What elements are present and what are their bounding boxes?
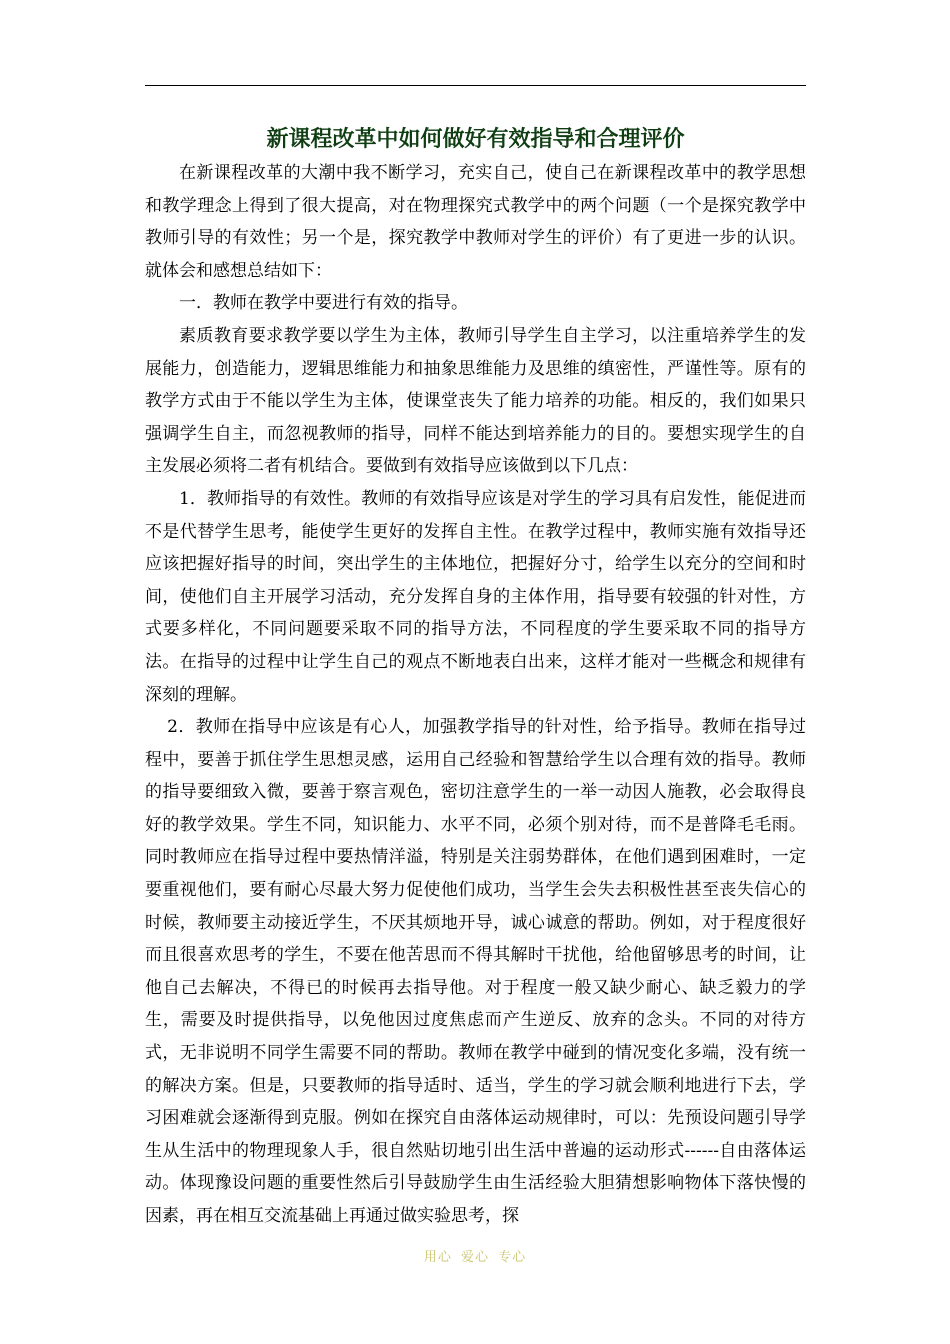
paragraph-quality-education: 素质教育要求教学要以学生为主体，教师引导学生自主学习，以注重培养学生的发展能力，创造能力，逻辑思维能力和抽象思维能力及思维的缜密性，严谨性等。原有的教学方式由于不能以学生为主体，使课堂丧失了能力培养的功能。相反的，我们如果只强调学生自主，而忽视教师的指导，同样不能达到培养能力的目的。要想实现学生的自主发展必须将二者有机结合。要做到有效指导应该做到以下几点： xyxy=(145,325,806,477)
header-rule xyxy=(145,85,806,86)
document-body xyxy=(145,157,806,1233)
paragraph-section-heading: 一．教师在教学中要进行有效的指导。 xyxy=(179,293,468,314)
page-footer: 用心 爱心 专心 xyxy=(423,1250,527,1265)
paragraph-point-2: 2．教师在指导中应该是有心人，加强教学指导的针对性，给予指导。教师在指导过程中，要善于抓住学生思想灵感，运用自己经验和智慧给学生以合理有效的指导。教师的指导要细致入微，要善于察言观色，密切注意学生的一举一动因人施教，必会取得良好的教学效果。学生不同，知识能力、水平不同，必须个别对待，而不是普降毛毛雨。同时教师应在指导过程中要热情洋溢，特别是关注弱势群体，在他们遇到困难时，一定要重视他们，要有耐心尽最大努力促使他们成功，当学生会失去积极性甚至丧失信心的时候，教师要主动接近学生，不厌其烦地开导，诚心诚意的帮助。例如，对于程度很好而且很喜欢思考的学生，不要在他苦思而不得其解时干扰他，给他留够思考的时间，让他自己去解决，不得已的时候再去指导他。对于程度一般又缺少耐心、缺乏毅力的学生，需要及时提供指导，以免他因过度焦虑而产生逆反、放弃的念头。不同的对待方式，无非说明不同学生需要不同的帮助。教师在教学中碰到的情况变化多端，没有统一的解决方案。但是，只要教师的指导适时、适当，学生的学习就会顺利地进行下去，学习困难就会逐渐得到克服。例如在探究自由落体运动规律时，可以：先预设问题引导学生从生活中的物理现象人手，很自然贴切地引出生活中普遍的运动形式------自由落体运动。体现豫设问题的重要性然后引导鼓励学生由生活经验大胆猜想影响物体下落快慢的因素，再在相互交流基础上再通过做实验思考，探 xyxy=(145,717,806,1226)
paragraph-point-1: 1．教师指导的有效性。教师的有效指导应该是对学生的学习具有启发性，能促进而不是代替学生思考，能使学生更好的发挥自主性。在教学过程中，教师实施有效指导还应该把握好指导的时间，突出学生的主体地位，把握好分寸，给学生以充分的空间和时间，使他们自主开展学习活动，充分发挥自身的主体作用，指导要有较强的针对性，方式要多样化，不同问题要采取不同的指导方法，不同程度的学生要采取不同的指导方法。在指导的过程中让学生自己的观点不断地表白出来，这样才能对一些概念和规律有深刻的理解。 xyxy=(145,488,806,705)
paragraph-intro: 在新课程改革的大潮中我不断学习，充实自己，使自己在新课程改革中的教学思想和教学理念上得到了很大提高，对在物理探究式教学中的两个问题（一个是探究教学中教师引导的有效性；另一个是，探究教学中教师对学生的评价）有了更进一步的认识。就体会和感想总结如下： xyxy=(145,163,806,281)
document-title: 新课程改革中如何做好有效指导和合理评价 xyxy=(266,127,685,152)
